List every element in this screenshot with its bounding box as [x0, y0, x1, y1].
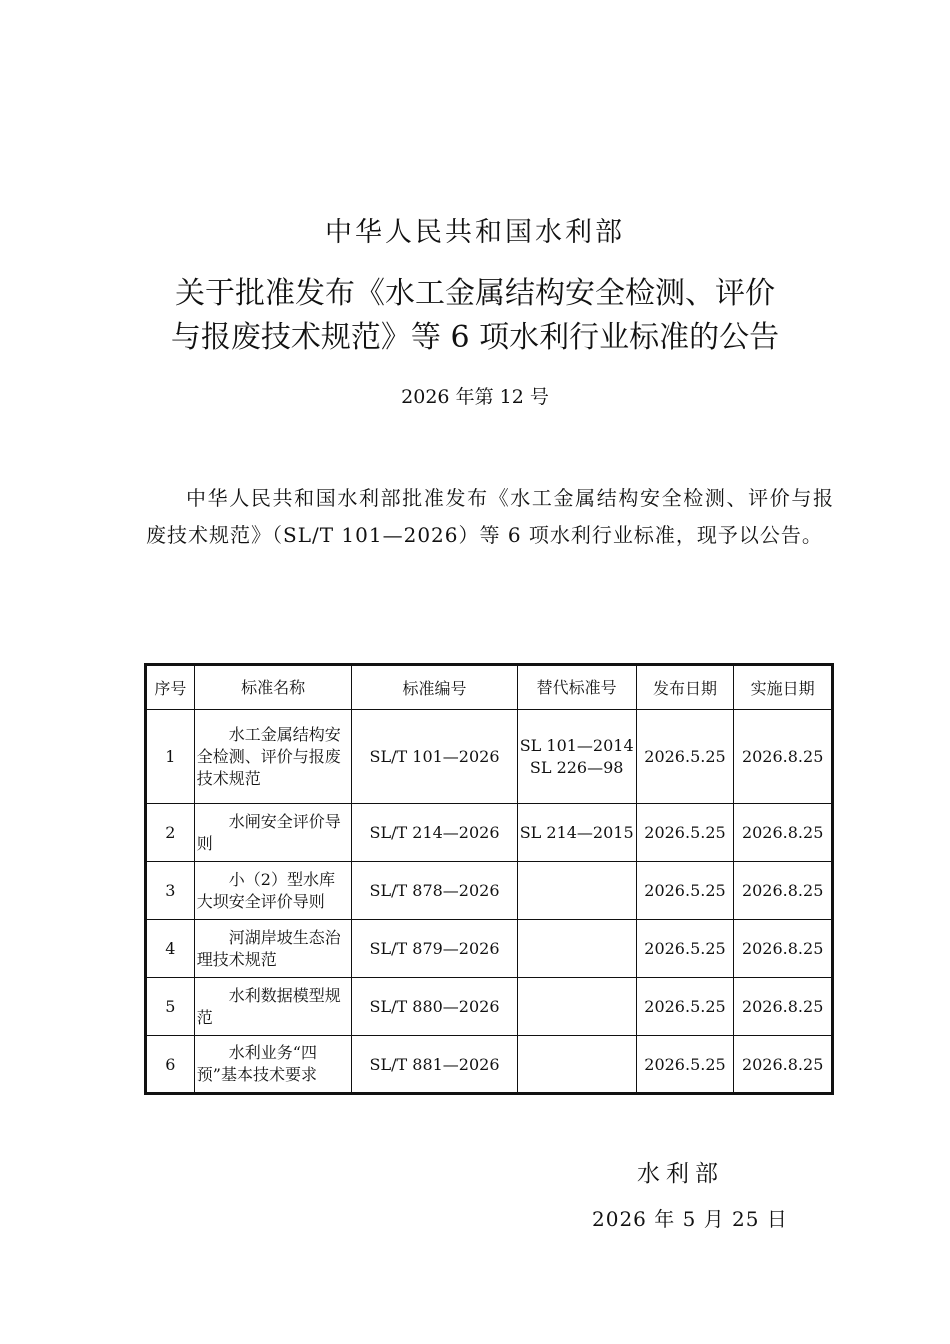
cell-name — [194, 862, 352, 920]
header-name: 标准名称 — [194, 665, 352, 710]
table-row — [146, 804, 833, 862]
cell-code: SL/T 878—2026 — [352, 862, 517, 920]
cell-seq: 4 — [146, 920, 195, 978]
signature-date: 2026 年 5 月 25 日 — [592, 1207, 788, 1231]
cell-name-text: 水利业务“四预”基本技术要求 — [196, 1043, 317, 1084]
cell-publish-date: 2026.5.25 — [636, 1036, 734, 1094]
cell-replaced — [517, 1036, 636, 1094]
cell-replaced — [517, 978, 636, 1036]
table-row — [146, 920, 833, 978]
cell-code: SL/T 214—2026 — [352, 804, 517, 862]
cell-publish-date: 2026.5.25 — [636, 862, 734, 920]
cell-replaced-1: SL 214—2015 — [519, 822, 634, 842]
cell-effective-date: 2026.8.25 — [734, 710, 833, 804]
cell-seq: 3 — [146, 862, 195, 920]
cell-name — [194, 710, 352, 804]
cell-publish-date: 2026.5.25 — [636, 978, 734, 1036]
cell-effective-date: 2026.8.25 — [734, 920, 833, 978]
cell-replaced — [517, 804, 636, 862]
header-seq: 序号 — [146, 665, 195, 710]
cell-name-text: 水闸安全评价导则 — [196, 811, 341, 853]
title-line-2: 与报废技术规范》等 6 项水利行业标准的公告 — [170, 320, 780, 355]
header-publish-date: 发布日期 — [636, 665, 734, 710]
cell-name-text: 河湖岸坡生态治理技术规范 — [196, 927, 341, 969]
cell-seq: 6 — [146, 1036, 195, 1094]
cell-effective-date: 2026.8.25 — [734, 804, 833, 862]
cell-replaced-1: SL 101—2014 — [519, 735, 634, 755]
title-line-1: 关于批准发布《水工金属结构安全检测、评价 — [175, 276, 775, 311]
cell-publish-date: 2026.5.25 — [636, 804, 734, 862]
table-row — [146, 710, 833, 804]
cell-effective-date: 2026.8.25 — [734, 1036, 833, 1094]
table-row — [146, 1036, 833, 1094]
cell-seq: 1 — [146, 710, 195, 804]
cell-code: SL/T 879—2026 — [352, 920, 517, 978]
cell-publish-date: 2026.5.25 — [636, 710, 734, 804]
cell-effective-date: 2026.8.25 — [734, 862, 833, 920]
cell-name — [194, 920, 352, 978]
cell-replaced-2: SL 226—98 — [529, 757, 624, 777]
cell-name — [194, 978, 352, 1036]
cell-name-text: 水工金属结构安全检测、评价与报废技术规范 — [196, 724, 341, 788]
header-code: 标准编号 — [352, 665, 517, 710]
cell-name-text: 小（2）型水库大坝安全评价导则 — [196, 869, 335, 911]
table-row — [146, 978, 833, 1036]
cell-replaced — [517, 920, 636, 978]
cell-replaced — [517, 862, 636, 920]
standards-table — [144, 663, 834, 1095]
cell-effective-date: 2026.8.25 — [734, 978, 833, 1036]
cell-code: SL/T 881—2026 — [352, 1036, 517, 1094]
header-effective-date: 实施日期 — [734, 665, 833, 710]
document-number: 2026 年第 12 号 — [401, 386, 549, 408]
table-row — [146, 862, 833, 920]
cell-name — [194, 1036, 352, 1094]
cell-replaced — [517, 710, 636, 804]
cell-code: SL/T 880—2026 — [352, 978, 517, 1036]
cell-seq: 5 — [146, 978, 195, 1036]
header-replaced: 替代标准号 — [517, 665, 636, 710]
announcement-paragraph: 中华人民共和国水利部批准发布《水工金属结构安全检测、评价与报废技术规范》（SL/T 101—2026）等 6 项水利行业标准，现予以公告。 — [146, 486, 834, 547]
signature-ministry: 水利部 — [637, 1161, 724, 1187]
cell-name-text: 水利数据模型规范 — [196, 985, 341, 1027]
table-header-row — [146, 665, 833, 710]
document-title — [0, 272, 950, 360]
cell-publish-date: 2026.5.25 — [636, 920, 734, 978]
cell-seq: 2 — [146, 804, 195, 862]
cell-name — [194, 804, 352, 862]
cell-code: SL/T 101—2026 — [352, 710, 517, 804]
issuing-ministry: 中华人民共和国水利部 — [325, 217, 625, 248]
